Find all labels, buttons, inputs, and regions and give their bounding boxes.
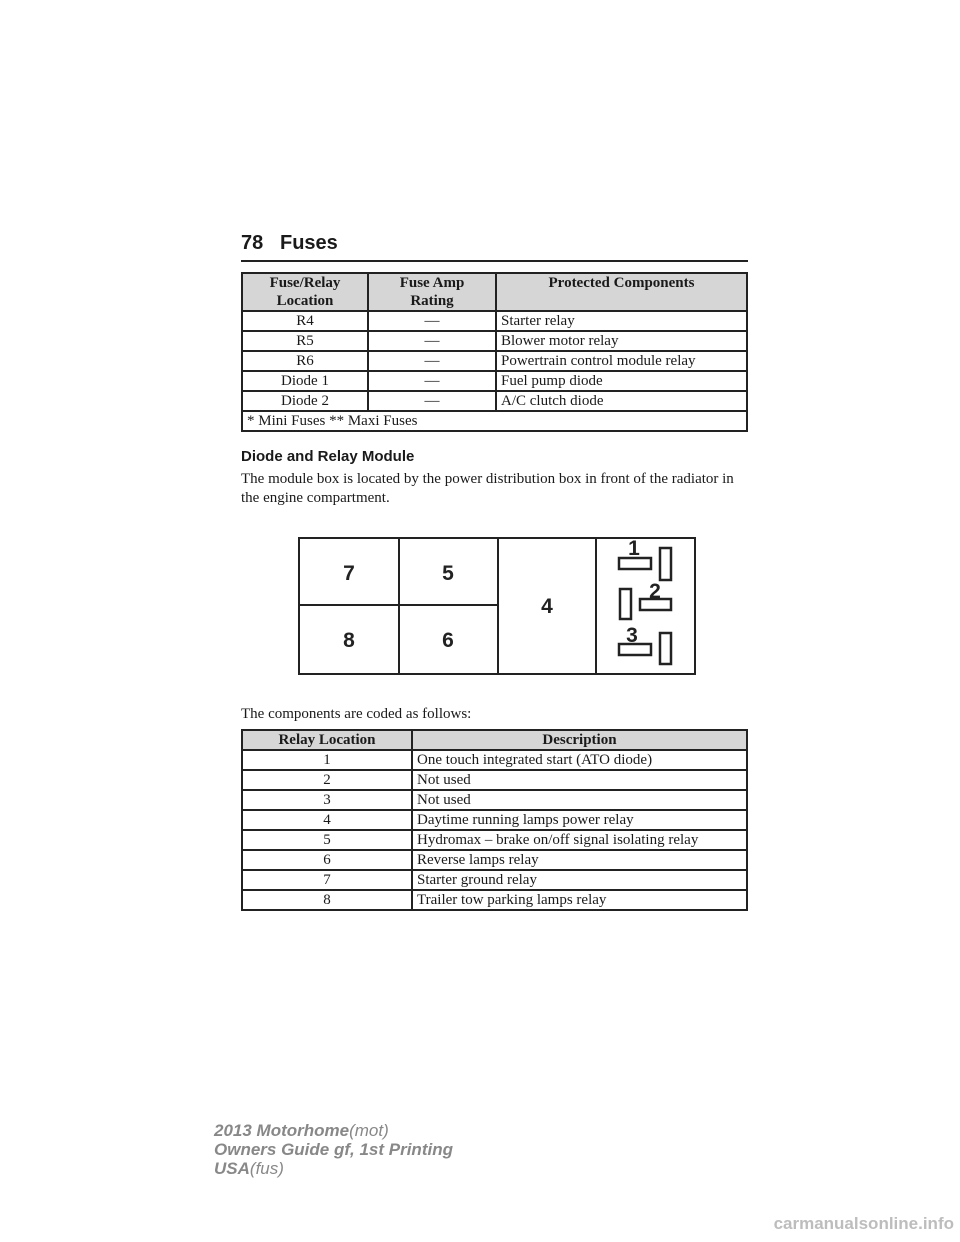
relay-location-cell: 2 — [242, 770, 412, 790]
fuse-table — [241, 272, 748, 432]
component-cell: Fuel pump diode — [496, 371, 747, 391]
amp-cell: — — [368, 371, 496, 391]
relay-location-cell: 3 — [242, 790, 412, 810]
relay-description-cell: Trailer tow parking lamps relay — [412, 890, 747, 910]
amp-cell: — — [368, 311, 496, 331]
relay-label-5: 5 — [442, 562, 454, 585]
table-row — [242, 351, 747, 371]
footer-model: 2013 Motorhome — [214, 1121, 350, 1140]
table-row — [242, 850, 747, 870]
relay-description-cell: Not used — [412, 770, 747, 790]
location-cell: R4 — [242, 311, 368, 331]
footer-line-1 — [214, 1121, 453, 1140]
relay-location-cell: 8 — [242, 890, 412, 910]
coded-paragraph: The components are coded as follows: — [241, 706, 472, 722]
page-title: Fuses — [280, 232, 338, 254]
table-row — [242, 311, 747, 331]
header-fuse-relay-location: Fuse/Relay Location — [242, 273, 368, 311]
footer-model-code: (mot) — [349, 1121, 389, 1140]
relay-label-6: 6 — [442, 629, 454, 652]
footer-line-2: Owners Guide gf, 1st Printing — [214, 1140, 453, 1159]
relay-description-cell: Hydromax – brake on/off signal isolating relay — [412, 830, 747, 850]
location-cell: R5 — [242, 331, 368, 351]
component-cell: Starter relay — [496, 311, 747, 331]
relay-label-8: 8 — [343, 629, 355, 652]
relay-label-3: 3 — [626, 624, 638, 647]
table-header-row — [242, 273, 747, 311]
table-row — [242, 890, 747, 910]
page-header — [241, 232, 748, 262]
header-fuse-amp-rating: Fuse Amp Rating — [368, 273, 496, 311]
section-heading: Diode and Relay Module — [241, 448, 415, 465]
relay-location-cell: 6 — [242, 850, 412, 870]
relay-location-cell: 5 — [242, 830, 412, 850]
footer-market: USA — [214, 1159, 250, 1178]
table-row — [242, 830, 747, 850]
component-cell: Blower motor relay — [496, 331, 747, 351]
watermark: carmanualsonline.info — [773, 1214, 954, 1233]
relay-label-2: 2 — [649, 580, 661, 603]
relay-description-cell: Starter ground relay — [412, 870, 747, 890]
relay-description-cell: Not used — [412, 790, 747, 810]
header-protected-components: Protected Components — [496, 273, 747, 311]
print-footer — [214, 1121, 453, 1178]
amp-cell: — — [368, 331, 496, 351]
relay-table — [241, 729, 748, 911]
location-cell: Diode 1 — [242, 371, 368, 391]
table-row — [242, 371, 747, 391]
relay-description-cell: Reverse lamps relay — [412, 850, 747, 870]
header-rule — [241, 260, 748, 262]
relay-description-cell: One touch integrated start (ATO diode) — [412, 750, 747, 770]
table-row — [242, 331, 747, 351]
amp-cell: — — [368, 351, 496, 371]
relay-description-cell: Daytime running lamps power relay — [412, 810, 747, 830]
table-row — [242, 870, 747, 890]
relay-module-diagram — [298, 537, 698, 677]
header-description: Description — [412, 730, 747, 750]
header-relay-location: Relay Location — [242, 730, 412, 750]
relay-location-cell: 1 — [242, 750, 412, 770]
relay-location-cell: 7 — [242, 870, 412, 890]
relay-label-1: 1 — [628, 537, 640, 560]
location-cell: Diode 2 — [242, 391, 368, 411]
table-row — [242, 391, 747, 411]
footer-line-3 — [214, 1159, 453, 1178]
table-footnote-row — [242, 411, 747, 431]
location-cell: R6 — [242, 351, 368, 371]
table-footnote: * Mini Fuses ** Maxi Fuses — [242, 411, 747, 431]
table-header-row — [242, 730, 747, 750]
relay-label-4: 4 — [541, 595, 553, 618]
table-row — [242, 750, 747, 770]
relay-location-cell: 4 — [242, 810, 412, 830]
intro-paragraph: The module box is located by the power distribution box in front of the radiator in the engine compartment. — [241, 471, 734, 506]
table-row — [242, 790, 747, 810]
component-cell: Powertrain control module relay — [496, 351, 747, 371]
table-row — [242, 810, 747, 830]
component-cell: A/C clutch diode — [496, 391, 747, 411]
table-row — [242, 770, 747, 790]
relay-label-7: 7 — [343, 562, 355, 585]
amp-cell: — — [368, 391, 496, 411]
footer-market-code: (fus) — [249, 1159, 284, 1178]
page-number: 78 — [241, 232, 264, 254]
